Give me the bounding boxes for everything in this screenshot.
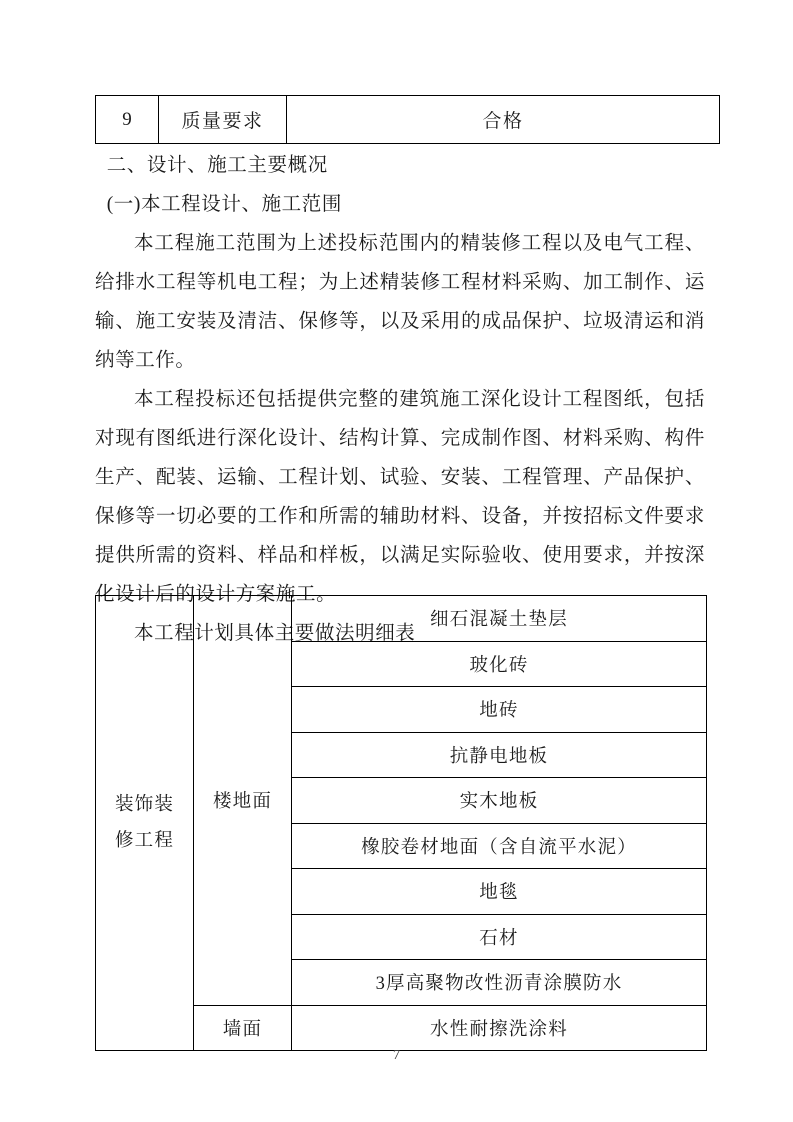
item-cell: 水性耐擦洗涂料	[292, 1005, 707, 1051]
item-cell: 橡胶卷材地面（含自流平水泥）	[292, 823, 707, 869]
table-caption: 本工程计划具体主要做法明细表	[134, 623, 416, 644]
row-index-cell: 9	[96, 96, 159, 144]
row-value-cell: 合格	[287, 96, 720, 144]
table-row	[96, 96, 720, 144]
item-cell: 细石混凝土垫层	[292, 596, 707, 642]
section-heading: 二、设计、施工主要概况	[106, 155, 328, 176]
item-cell: 玻化砖	[292, 641, 707, 687]
subcategory-wall-cell: 墙面	[194, 1005, 292, 1051]
quality-requirement-table	[95, 95, 720, 144]
paragraph-scope: 本工程施工范围为上述投标范围内的精装修工程以及电气工程、给排水工程等机电工程；为上述精装修工程材料采购、加工制作、运输、施工安装及清洁、保修等，以及采用的成品保护、垃圾清运和消纳等工作。	[95, 233, 705, 371]
body-text-block	[95, 146, 705, 653]
subcategory-floor-cell: 楼地面	[194, 596, 292, 1006]
category-label-line-1: 装饰装	[114, 795, 175, 815]
sub-heading: (一)本工程设计、施工范围	[106, 194, 342, 215]
paragraph-deepening-design: 本工程投标还包括提供完整的建筑施工深化设计工程图纸，包括对现有图纸进行深化设计、结构计算、完成制作图、材料采购、构件生产、配装、运输、工程计划、试验、安装、工程管理、产品保护、保修等一切必要的工作和所需的辅助材料、设备，并按招标文件要求提供所需的资料、样品和样板，以满足实际验收、使用要求，并按深化设计后的设计方案施工。	[95, 389, 705, 605]
item-cell: 抗静电地板	[292, 732, 707, 778]
page-number: 7	[393, 1048, 400, 1063]
table-row	[96, 596, 707, 642]
item-cell: 实木地板	[292, 778, 707, 824]
construction-methods-table	[95, 595, 707, 1051]
category-cell	[96, 596, 194, 1051]
item-cell: 石材	[292, 914, 707, 960]
row-label-cell: 质量要求	[159, 96, 287, 144]
item-cell: 地毯	[292, 869, 707, 915]
item-cell: 地砖	[292, 687, 707, 733]
category-label-line-2: 修工程	[114, 831, 175, 851]
item-cell: 3厚高聚物改性沥青涂膜防水	[292, 960, 707, 1006]
